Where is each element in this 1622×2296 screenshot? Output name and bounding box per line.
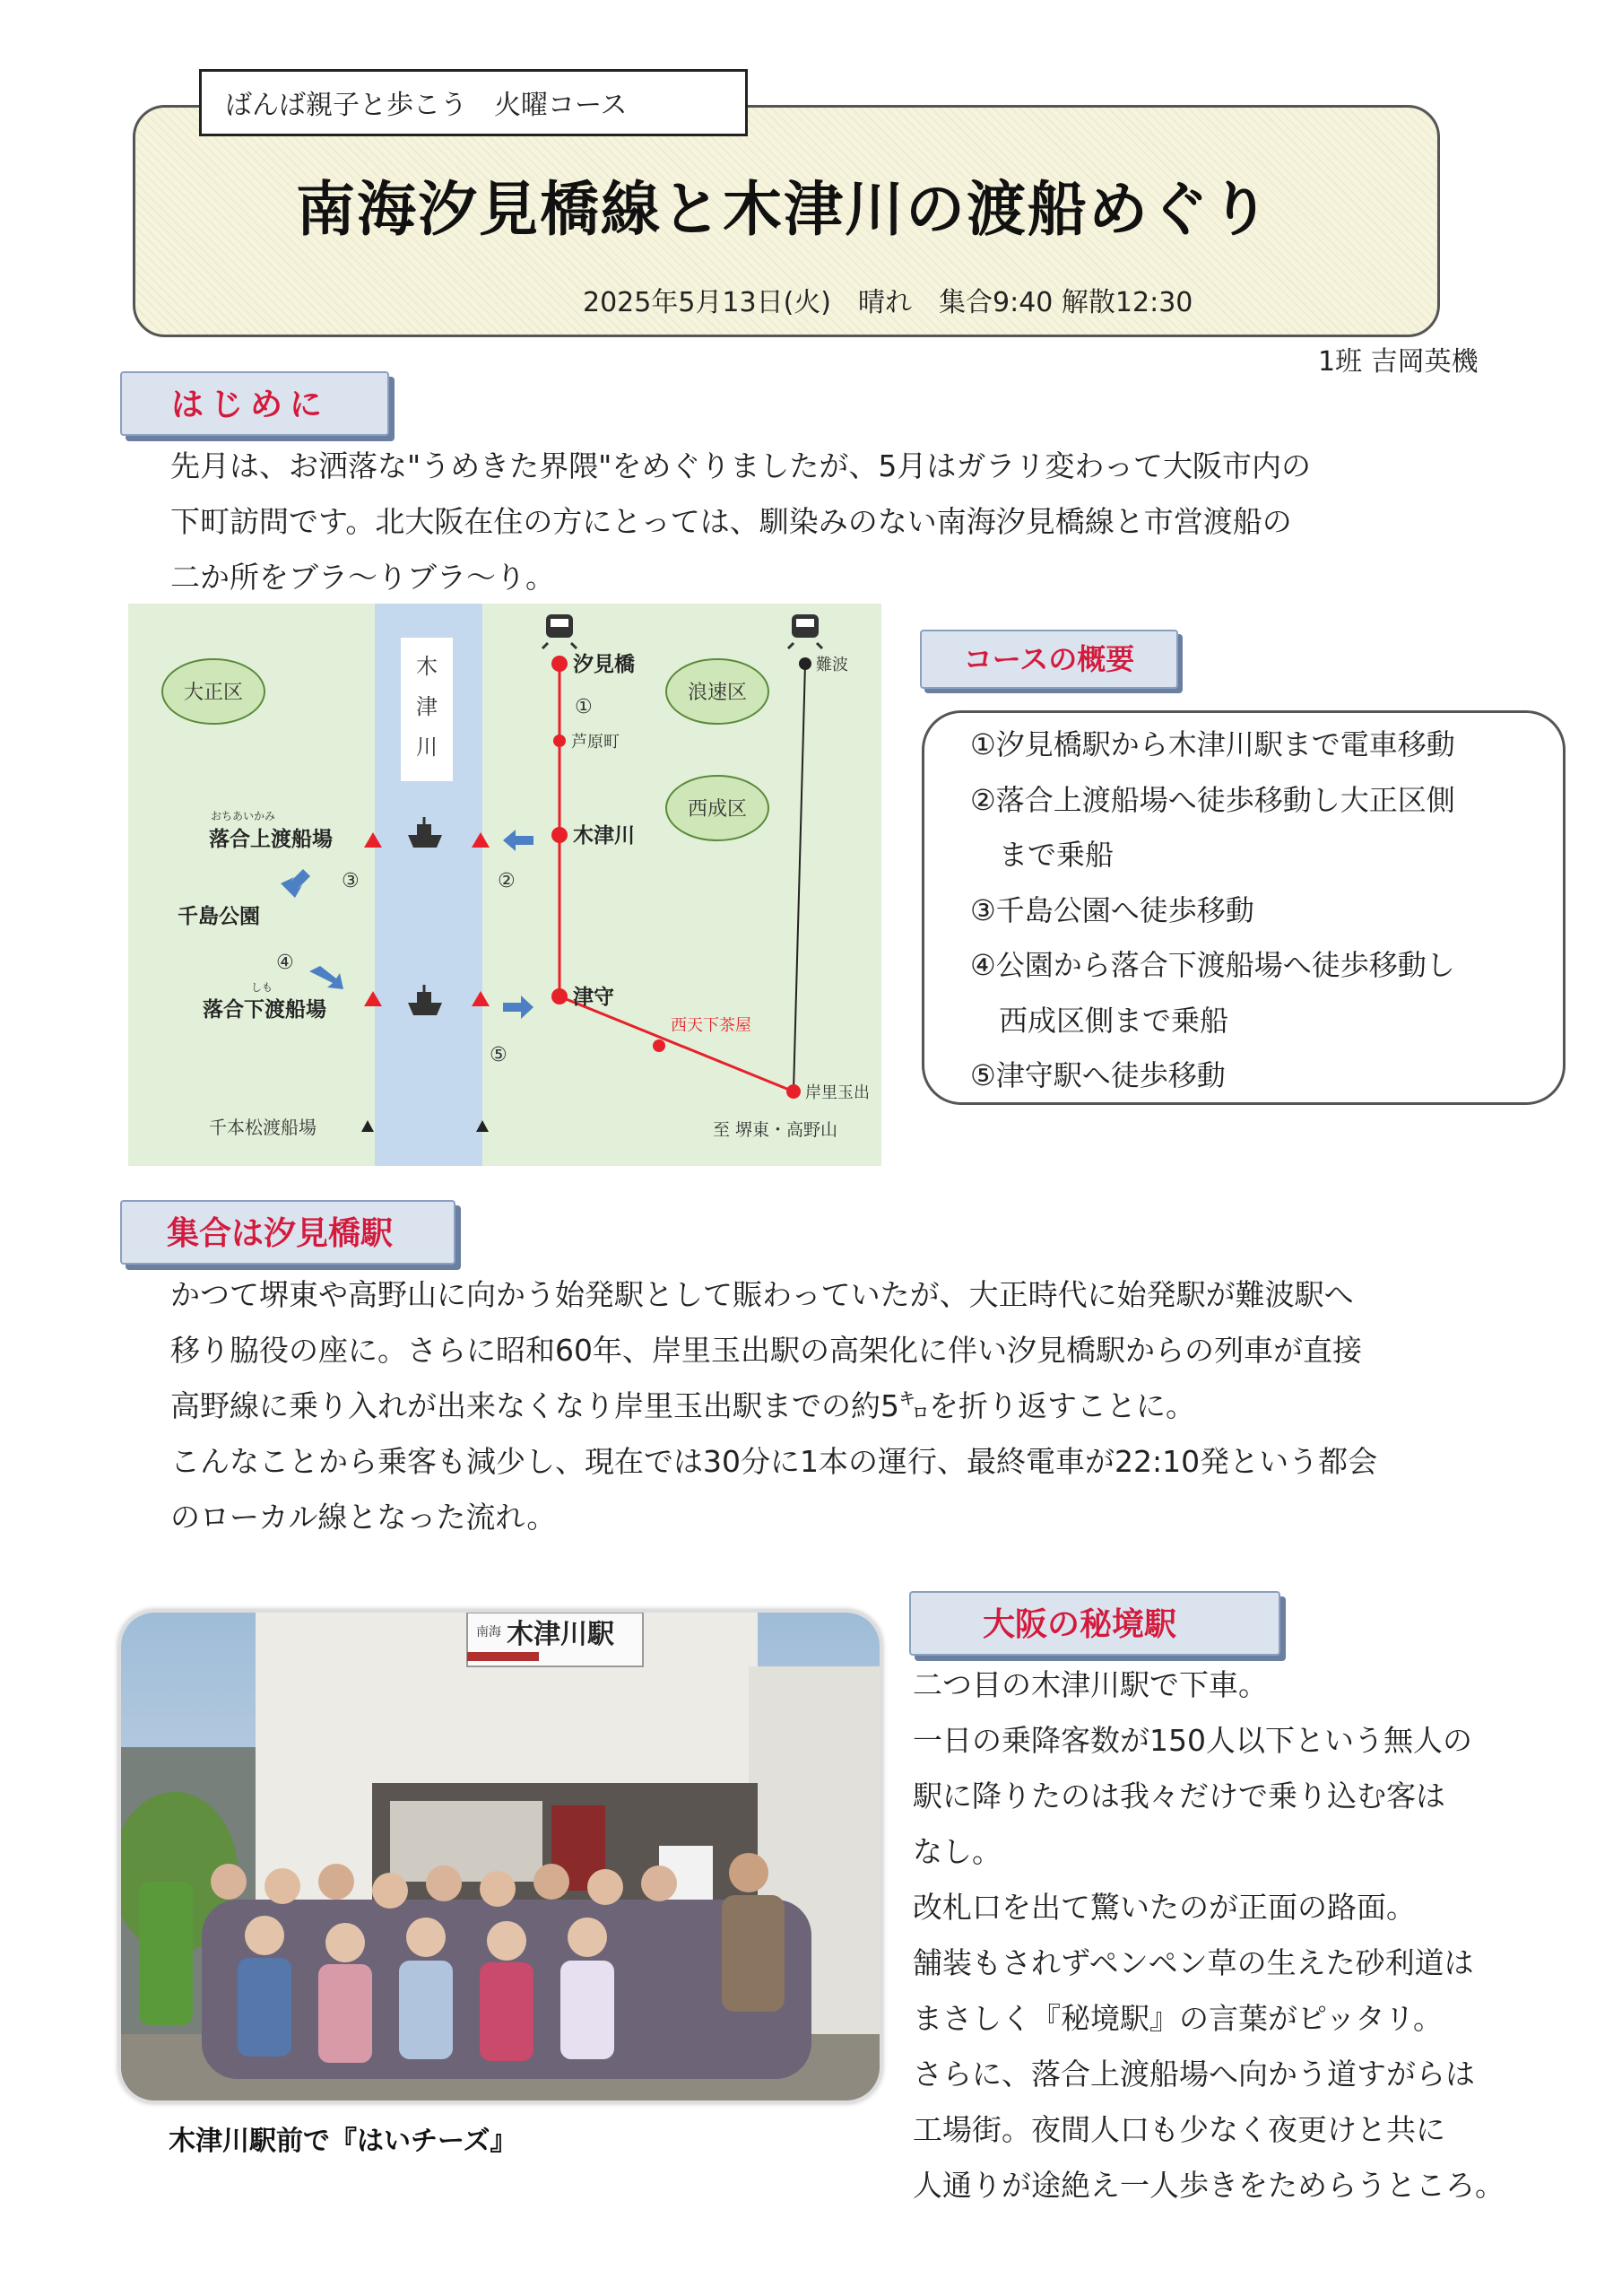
ruby-text: おちあいかみ: [211, 810, 276, 822]
overview-item: まで乗船: [970, 838, 1115, 872]
route-map: [128, 604, 881, 1166]
river-label: 木: [416, 654, 438, 679]
station-label: 難波: [816, 656, 848, 674]
secret-line: 二つ目の木津川駅で下車。: [913, 1667, 1268, 1702]
station-sign-small: 南海: [476, 1625, 501, 1639]
place-label: 落合下渡船場: [203, 998, 326, 1022]
secret-line: 一日の乗降客数が150人以下という無人の: [913, 1723, 1472, 1758]
step-label: ②: [498, 870, 516, 892]
date-weather-line: 2025年5月13日(火) 晴れ 集合9:40 解散12:30: [583, 287, 1193, 318]
intro-heading: はじめに: [120, 371, 389, 436]
overview-item: ②落合上渡船場へ徒歩移動し大正区側: [970, 782, 1455, 817]
page-title: 南海汐見橋線と木津川の渡船めぐり: [296, 175, 1271, 244]
secret-station-heading: 大阪の秘境駅: [909, 1591, 1280, 1656]
secret-line: 駅に降りたのは我々だけで乗り込む客は: [913, 1779, 1445, 1813]
station-dot: [553, 735, 566, 747]
meeting-heading: 集合は汐見橋駅: [120, 1200, 455, 1265]
station-dot: [551, 656, 568, 672]
overview-item: 西成区側まで乗船: [970, 1003, 1229, 1038]
station-dot: [799, 657, 811, 670]
step-label: ⑤: [490, 1044, 507, 1066]
station-label: 岸里玉出: [805, 1083, 870, 1102]
place-label: 千島公園: [178, 905, 260, 928]
district-label: 浪速区: [687, 682, 748, 704]
ruby-text: しも: [251, 981, 273, 994]
step-label: ④: [276, 952, 294, 974]
meeting-paragraph: [170, 1267, 1497, 1545]
district-label: 大正区: [183, 682, 244, 704]
station-dot: [653, 1039, 665, 1052]
intro-line: 二か所をブラ〜りブラ〜り。: [170, 560, 555, 595]
intro-line: 先月は、お洒落な"うめきた界隈"をめぐりましたが、5月はガラリ変わって大阪市内の: [170, 448, 1312, 483]
author-credit: 1班 吉岡英機: [1318, 346, 1479, 378]
river-label: 津: [416, 694, 438, 719]
secret-line: 工場街。夜間人口も少なく夜更けと共に: [913, 2112, 1445, 2147]
intro-line: 下町訪問です。北大阪在住の方にとっては、馴染みのない南海汐見橋線と市営渡船の: [170, 504, 1292, 539]
course-tag: ばんば親子と歩こう 火曜コース: [199, 69, 748, 136]
river-label: 川: [416, 735, 438, 760]
meeting-line: かつて堺東や高野山に向かう始発駅として賑わっていたが、大正時代に始発駅が難波駅へ: [170, 1277, 1354, 1312]
secret-line: まさしく『秘境駅』の言葉がピッタリ。: [913, 2001, 1444, 2036]
secret-line: 改札口を出て驚いたのが正面の路面。: [913, 1890, 1416, 1925]
meeting-line: のローカル線となった流れ。: [170, 1500, 557, 1535]
overview-heading: コースの概要: [920, 630, 1178, 689]
meeting-line: 高野線に乗り入れが出来なくなり岸里玉出駅までの約5㌔を折り返すことに。: [170, 1388, 1195, 1423]
station-label: 木津川: [573, 824, 635, 848]
secret-station-paragraph: [913, 1657, 1558, 2213]
station-dot: [786, 1084, 801, 1099]
overview-item: ④公園から落合下渡船場へ徒歩移動し: [970, 948, 1455, 982]
station-label: 西天下茶屋: [671, 1016, 751, 1035]
meeting-line: 移り脇役の座に。さらに昭和60年、岸里玉出駅の高架化に伴い汐見橋駅からの列車が直接: [170, 1333, 1362, 1368]
secret-line: 人通りが途絶え一人歩きをためらうところ。: [913, 2168, 1505, 2203]
station-sign-text: 木津川駅: [507, 1619, 614, 1650]
place-label: 千本松渡船場: [209, 1117, 317, 1138]
station-label: 津守: [573, 986, 614, 1009]
secret-line: 舗装もされずペンペン草の生えた砂利道は: [913, 1945, 1474, 1980]
overview-item: ③千島公園へ徒歩移動: [970, 892, 1254, 927]
station-dot: [551, 988, 568, 1004]
station-label: 芦原町: [571, 733, 620, 752]
overview-item: ①汐見橋駅から木津川駅まで電車移動: [970, 727, 1455, 761]
meeting-line: こんなことから乗客も減少し、現在では30分に1本の運行、最終電車が22:10発という都会: [170, 1444, 1378, 1479]
intro-paragraph: [170, 439, 1470, 605]
place-label: 落合上渡船場: [209, 828, 333, 851]
group-photo-illustration: [121, 1613, 880, 2100]
district-label: 西成区: [687, 798, 748, 821]
group-photo: [118, 1610, 882, 2103]
station-dot: [551, 827, 568, 843]
overview-item: ⑤津守駅へ徒歩移動: [970, 1058, 1226, 1092]
photo-caption: 木津川駅前で『はいチーズ』: [169, 2126, 517, 2157]
step-label: ③: [342, 870, 360, 892]
station-label: 汐見橋: [573, 653, 635, 676]
secret-line: さらに、落合上渡船場へ向かう道すがらは: [913, 2057, 1475, 2092]
step-label: ①: [575, 696, 593, 718]
destination-label: 至 堺東・高野山: [713, 1120, 838, 1140]
secret-line: なし。: [913, 1834, 1002, 1869]
overview-list: [970, 718, 1544, 1104]
